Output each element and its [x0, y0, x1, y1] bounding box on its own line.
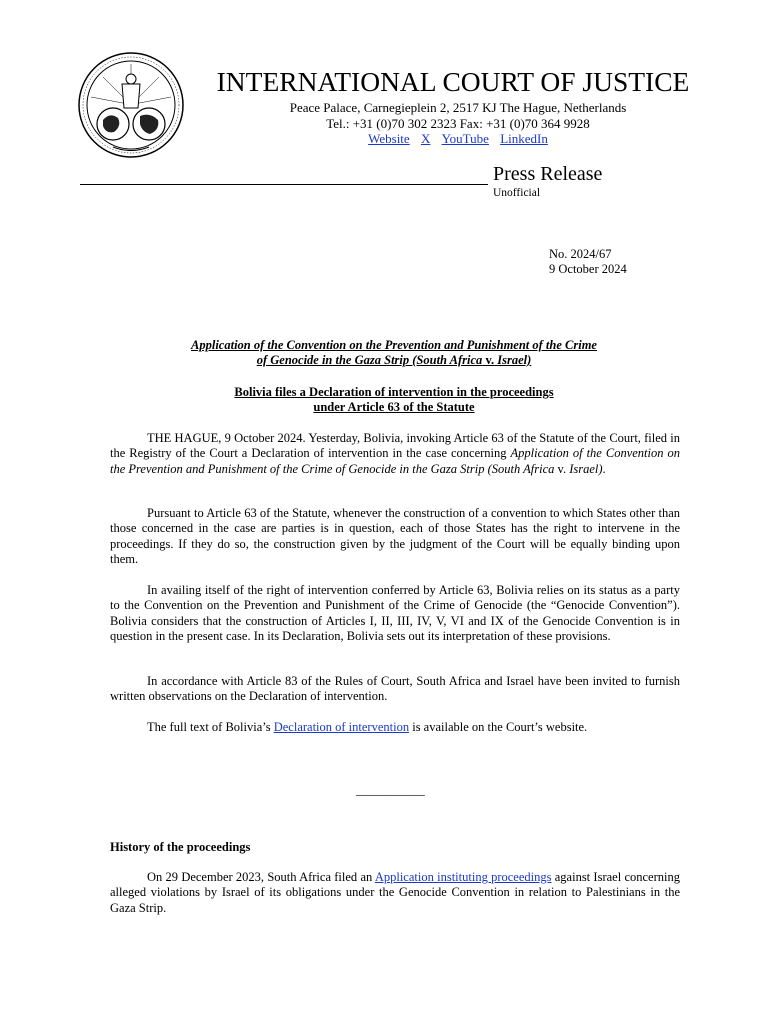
case-title-part-a: of Genocide in the Gaza Strip (South Africa	[256, 353, 483, 367]
subtitle-line2: under Article 63 of the Statute	[313, 400, 475, 414]
case-title-line1: Application of the Convention on the Prevention and Punishment of the Crime	[191, 338, 597, 352]
website-link[interactable]: Website	[368, 131, 410, 146]
p1-israel: Israel)	[569, 461, 603, 476]
case-title-line2	[110, 353, 678, 368]
release-subtitle	[110, 385, 678, 415]
p1-case-name: Application of the Convention on the Prevention and Punishment of the Crime of Genocide in the Gaza Strip (South Africa	[110, 446, 680, 476]
p1-end: .	[602, 461, 606, 476]
youtube-link[interactable]: YouTube	[441, 131, 489, 146]
case-title-versus: v.	[485, 353, 495, 367]
unofficial-label: Unofficial	[493, 187, 541, 199]
header-rule	[80, 184, 488, 185]
case-title-part-b: Israel)	[497, 353, 532, 367]
p5-text-a: The full text of Bolivia’s	[147, 720, 274, 734]
social-links	[198, 131, 718, 147]
court-seal-logo	[78, 52, 184, 158]
history-text-a: On 29 December 2023, South Africa filed an	[147, 870, 375, 884]
court-contact	[198, 100, 718, 131]
declaration-link[interactable]: Declaration of intervention	[273, 720, 410, 734]
press-release-label: Press Release	[493, 163, 603, 185]
p1-versus: v.	[554, 461, 570, 476]
release-reference	[549, 247, 627, 277]
paragraph-3: In availing itself of the right of intervention conferred by Article 63, Bolivia relies on its status as a party to the Convention on the Prevention and Punishment of the Crime of Genocide (the “Genocide Convention”). Bolivia considers that the construction of Articles I, II, III, IV, V, VI and IX of the Genocide Convention is in question in the present case. In its Declaration, Bolivia sets out its interpretation of these provisions.	[110, 583, 680, 643]
paragraph-4: In accordance with Article 83 of the Rules of Court, South Africa and Israel have been invited to furnish written observations on the Declaration of intervention.	[110, 674, 680, 704]
linkedin-link[interactable]: LinkedIn	[500, 131, 548, 146]
paragraph-5	[110, 720, 680, 735]
p5-text-b: is available on the Court’s website.	[409, 720, 588, 734]
history-heading: History of the proceedings	[110, 840, 251, 854]
x-link[interactable]: X	[420, 131, 431, 146]
court-address: Peace Palace, Carnegieplein 2, 2517 KJ The Hague, Netherlands	[289, 100, 627, 115]
court-phone-fax: Tel.: +31 (0)70 302 2323 Fax: +31 (0)70 364 9928	[326, 115, 590, 131]
case-title	[110, 338, 678, 368]
history-paragraph-1	[110, 870, 680, 916]
court-title: INTERNATIONAL COURT OF JUSTICE	[216, 66, 690, 97]
application-link[interactable]: Application instituting proceedings	[374, 870, 552, 884]
subtitle-line1: Bolivia files a Declaration of intervention in the proceedings	[234, 385, 554, 399]
p1-text: THE HAGUE, 9 October 2024. Yesterday, Bolivia, invoking Article 63 of the Statute of the Court, filed in the Registry of the Court a Declaration of intervention in the case concerning	[110, 431, 680, 461]
paragraph-2: Pursuant to Article 63 of the Statute, whenever the construction of a convention to which States other than those concerned in the case are parties is in question, each of those States has the right to intervene in the proceedings. If they do so, the construction given by the judgment of the Court will be equally binding upon them.	[110, 506, 680, 566]
release-number: No. 2024/67	[549, 247, 612, 261]
release-date: 9 October 2024	[549, 262, 627, 276]
section-separator: ___________	[356, 783, 425, 797]
history-text-b: against Israel concerning alleged violations by Israel of its obligations under the Genocide Convention in relation to Palestinians in the Gaza Strip.	[110, 870, 680, 915]
paragraph-1	[110, 431, 680, 477]
